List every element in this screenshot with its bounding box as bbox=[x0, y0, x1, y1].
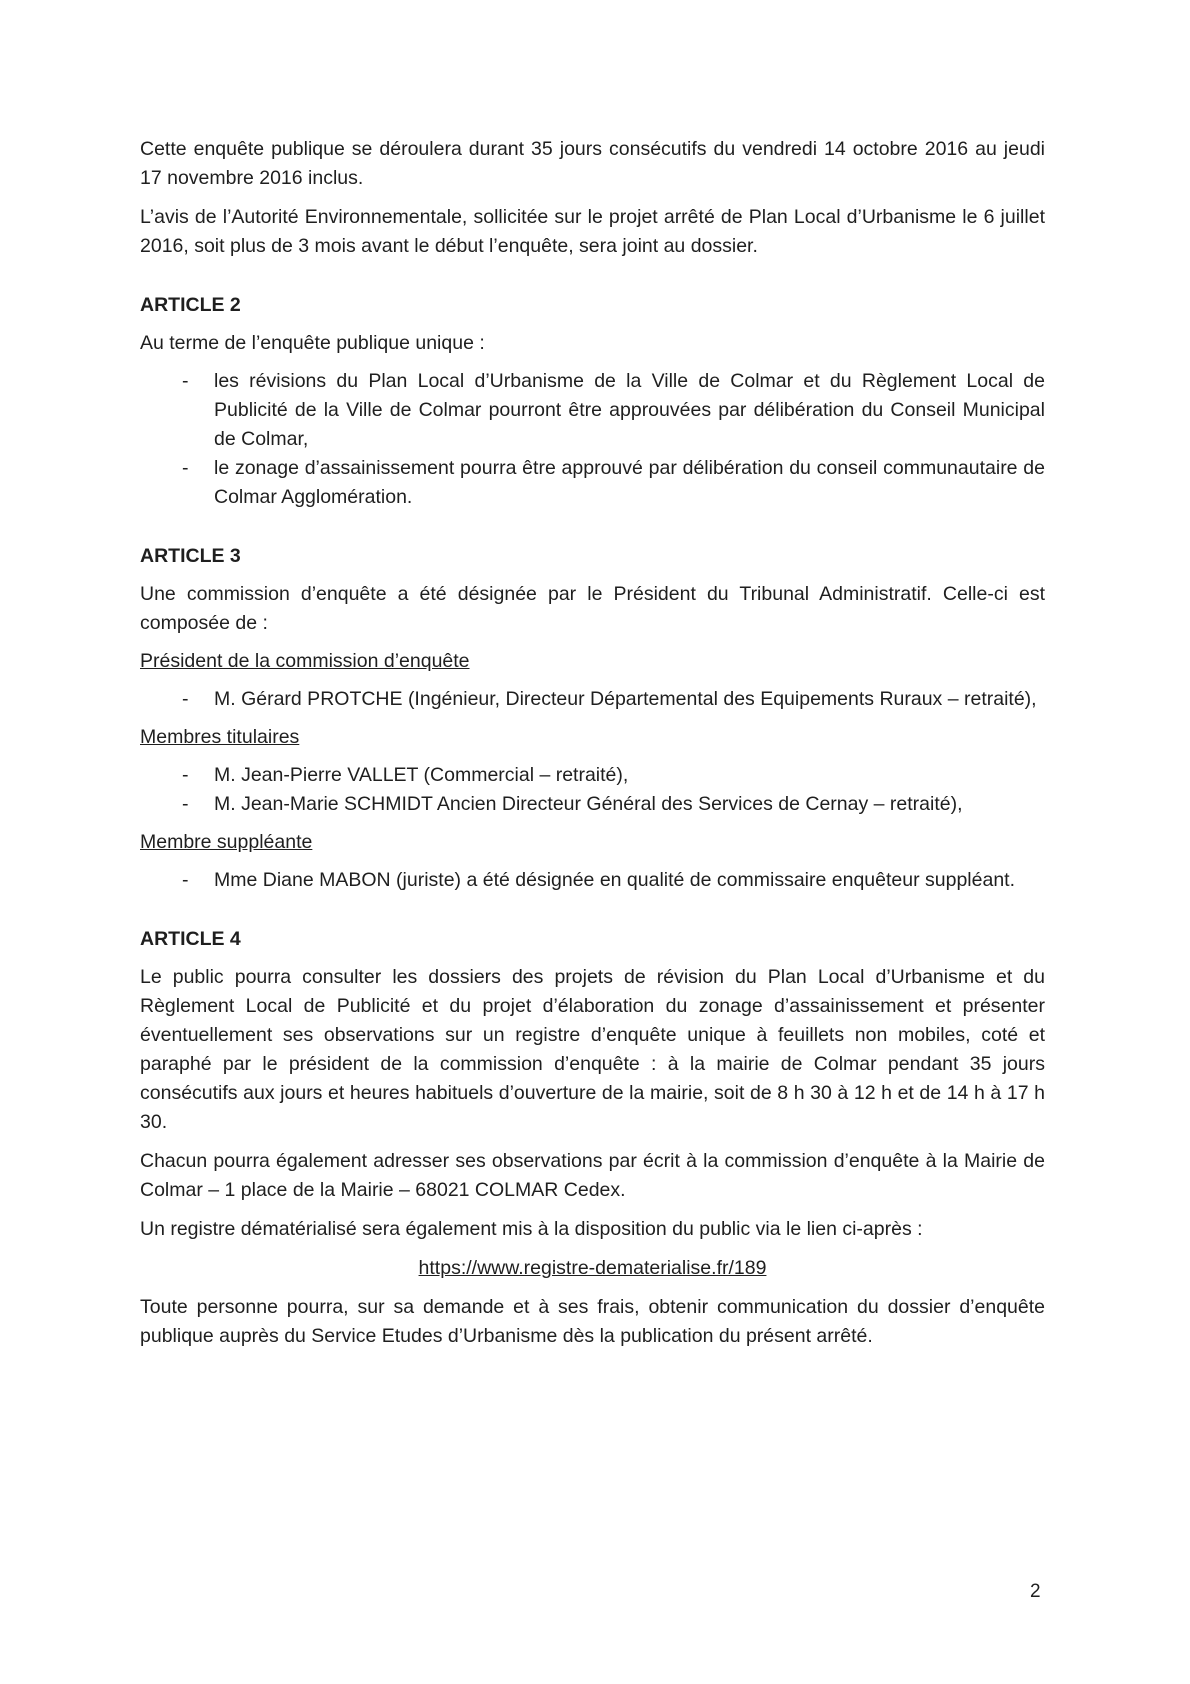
list-item: - Mme Diane MABON (juriste) a été désignée en qualité de commissaire enquêteur suppléant. bbox=[140, 866, 1045, 895]
article-4-paragraph-2: Chacun pourra également adresser ses observations par écrit à la commission d’enquête à la Mairie de Colmar – 1 place de la Mairie – 68021 COLMAR Cedex. bbox=[140, 1150, 1045, 1201]
article-2-list bbox=[140, 367, 1045, 512]
article-2-heading: ARTICLE 2 bbox=[140, 294, 241, 316]
registre-link[interactable]: https://www.registre-dematerialise.fr/189 bbox=[418, 1257, 767, 1279]
article-3-heading: ARTICLE 3 bbox=[140, 545, 241, 567]
article-3-intro: Une commission d’enquête a été désignée par le Président du Tribunal Administratif. Celle-ci est composée de : bbox=[140, 583, 1045, 634]
list-item: - M. Jean-Pierre VALLET (Commercial – retraité), bbox=[140, 761, 1045, 790]
suppleante-label: Membre suppléante bbox=[140, 831, 313, 853]
list-item: - M. Gérard PROTCHE (Ingénieur, Directeur Départemental des Equipements Ruraux – retraité), bbox=[140, 685, 1045, 714]
article-4-heading: ARTICLE 4 bbox=[140, 928, 241, 950]
intro-paragraph-1: Cette enquête publique se déroulera durant 35 jours consécutifs du vendredi 14 octobre 2016 au jeudi 17 novembre 2016 inclus. bbox=[140, 138, 1045, 189]
titulaires-label: Membres titulaires bbox=[140, 726, 300, 748]
list-item: - M. Jean-Marie SCHMIDT Ancien Directeur Général des Services de Cernay – retraité), bbox=[140, 790, 1045, 819]
list-item: - les révisions du Plan Local d’Urbanisme de la Ville de Colmar et du Règlement Local de Publicité de la Ville de Colmar pourront être approuvées par délibération du Conseil Municipal de Colmar, bbox=[140, 367, 1045, 454]
list-item: - le zonage d’assainissement pourra être approuvé par délibération du conseil communautaire de Colmar Agglomération. bbox=[140, 454, 1045, 512]
article-4-paragraph-4: Toute personne pourra, sur sa demande et à ses frais, obtenir communication du dossier d’enquête publique auprès du Service Etudes d’Urbanisme dès la publication du présent arrêté. bbox=[140, 1296, 1045, 1347]
titulaires-list bbox=[140, 761, 1045, 819]
intro-paragraph-2: L’avis de l’Autorité Environnementale, sollicitée sur le projet arrêté de Plan Local d’Urbanisme le 6 juillet 2016, soit plus de 3 mois avant le début l’enquête, sera joint au dossier. bbox=[140, 206, 1045, 257]
article-4-paragraph-3: Un registre dématérialisé sera également mis à la disposition du public via le lien ci-après : bbox=[140, 1218, 923, 1240]
suppleante-list bbox=[140, 866, 1045, 895]
document-page bbox=[140, 135, 1045, 1351]
president-list bbox=[140, 685, 1045, 714]
article-2-intro: Au terme de l’enquête publique unique : bbox=[140, 332, 485, 354]
president-label: Président de la commission d’enquête bbox=[140, 650, 470, 672]
page-number: 2 bbox=[1030, 1581, 1041, 1602]
article-4-paragraph-1: Le public pourra consulter les dossiers des projets de révision du Plan Local d’Urbanisme et du Règlement Local de Publicité et du projet d’élaboration du zonage d’assainissement et présenter éventuellement ses observations sur un registre d’enquête unique à feuillets non mobiles, coté et paraphé par le président de la commission d’enquête : à la mairie de Colmar pendant 35 jours consécutifs aux jours et heures habituels d’ouverture de la mairie, soit de 8 h 30 à 12 h et de 14 h à 17 h 30. bbox=[140, 966, 1045, 1133]
